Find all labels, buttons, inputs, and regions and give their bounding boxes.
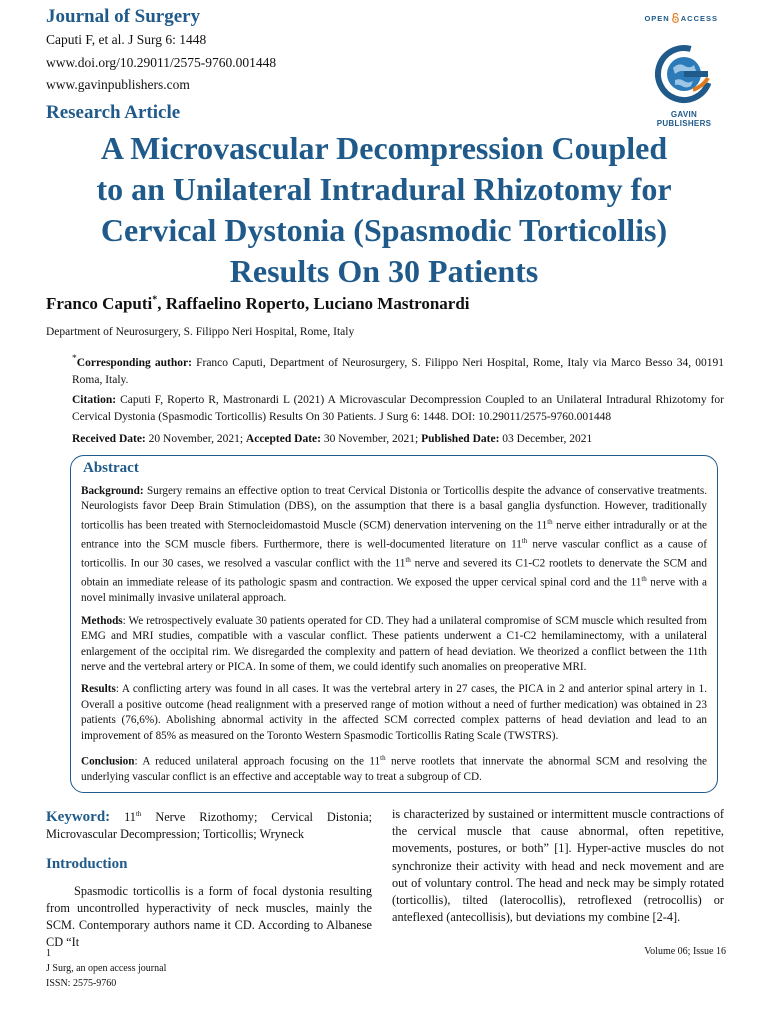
ordinal-suffix: th — [641, 575, 647, 584]
received-date: 20 November, 2021; — [145, 433, 246, 445]
citation-block — [72, 392, 724, 426]
published-date: 03 December, 2021 — [499, 433, 593, 445]
background-text: nerve vascular conflict as a cause of torticollis. In our 30 cases, we resolved a vascular conflict with the 11 — [81, 538, 707, 570]
results-label: Results — [81, 683, 116, 696]
affiliation: Department of Neurosurgery, S. Filippo Neri Hospital, Rome, Italy — [46, 326, 355, 338]
citation-short: Caputi F, et al. J Surg 6: 1448 — [46, 32, 207, 47]
ordinal-suffix: th — [405, 556, 411, 565]
conclusion-text: : A reduced unilateral approach focusing on the 11 — [134, 755, 381, 768]
author-first: Franco Caputi — [46, 294, 153, 313]
publisher-logo — [644, 44, 724, 128]
abstract-methods — [81, 614, 707, 676]
conclusion-text: nerve rootlets that innervate the abnormal SCM and resolving the underlying vascular conflict is an effective and acceptable way to treat a subgroup of CD. — [81, 755, 707, 784]
abstract-conclusion — [81, 751, 707, 786]
ordinal-suffix: th — [521, 536, 528, 545]
corresponding-label: Corresponding author: — [76, 356, 192, 369]
ordinal-suffix: th — [135, 810, 142, 818]
journal-title: Journal of Surgery — [46, 6, 201, 27]
keywords-label: Keyword: — [46, 809, 111, 826]
publisher-name: GAVIN PUBLISHERS — [656, 110, 712, 128]
background-text: nerve either intradurally or at the entrance into the SCM muscle fibers. Furthermore, there is well-documented literature on 11 — [81, 519, 708, 551]
abstract-heading: Abstract — [83, 460, 139, 476]
title-line: to an Unilateral Intradural Rhizotomy for — [96, 171, 672, 207]
title-line: A Microvascular Decompression Coupled — [100, 130, 668, 166]
footer-issn: ISSN: 2575-9760 — [46, 978, 117, 989]
dates-line — [72, 431, 724, 448]
title-line: Cervical Dystonia (Spasmodic Torticollis) — [100, 212, 668, 248]
open-access-post: ACCESS — [680, 13, 718, 23]
footer-left — [46, 946, 166, 991]
body-column-right — [392, 806, 724, 926]
citation-label: Citation: — [72, 394, 117, 406]
keywords-text: 11 — [110, 810, 136, 825]
corresponding-text: Franco Caputi, Department of Neurosurgery, S. Filippo Neri Hospital, Rome, Italy via Marco Besso 34, 00191 Roma, Italy. — [72, 356, 724, 386]
corresponding-mark: * — [152, 294, 158, 306]
abstract-background — [81, 484, 707, 607]
gavin-globe-logo — [653, 44, 715, 104]
corresponding-mark: * — [72, 353, 77, 364]
abstract-results — [81, 682, 707, 744]
citation-text: Caputi F, Roperto R, Mastronardi L (2021) A Microvascular Decompression Coupled to an Unilateral Intradural Rhizotomy for Cervical Dystonia (Spasmodic Torticollis) Results On 30 Patients. J Surg 6: 1448. DOI: 10.29011/2575-9760.001448 — [72, 394, 724, 423]
open-access-badge — [644, 13, 718, 23]
background-text: Surgery remains an effective option to treat Cervical Distonia or Torticollis despite the advance of conservative treatments. Neurologists favor Deep Brain Stimulation (DBS), on the assumption that there is a basal ganglia dysfunction. However, traditionally torticollis has been treated with Sternocleidomastoid Muscle (SCM) denervation intervening on the 11 — [81, 485, 707, 532]
received-label: Received Date: — [72, 433, 146, 445]
corresponding-author — [72, 350, 724, 389]
background-text: nerve with a novel minimally invasive unilateral approach. — [81, 576, 707, 605]
ordinal-suffix: th — [380, 754, 386, 763]
introduction-text-right: is characterized by sustained or intermittent muscle contractions of the cervical muscle that cause abnormal, often repetitive, movements, postures, or both” [1]. Hyper-active muscles do not synchronize their activity with head and neck movement and are out of voluntary control. The head and neck may be simply rotated (torticollis), tilted (laterocollis), retroflexed (retrocollis) or anteflexed (antecollisis), but deviations my combine [2-4]. — [392, 807, 724, 925]
introduction-heading: Introduction — [46, 855, 128, 872]
keywords — [46, 806, 372, 844]
article-type: Research Article — [46, 102, 181, 123]
background-label: Background: — [81, 485, 144, 497]
published-label: Published Date: — [421, 433, 500, 445]
conclusion-label: Conclusion — [81, 755, 135, 768]
website-link[interactable]: www.gavinpublishers.com — [46, 77, 190, 92]
page-number: 1 — [46, 948, 51, 959]
title-line: Results On 30 Patients — [229, 253, 539, 289]
body-column-left — [46, 806, 372, 952]
results-text: : A conflicting artery was found in all cases. It was the vertebral artery in 27 cases, the PICA in 2 and anterior spinal artery in 1. Overall a positive outcome (head realignment with a preserved range of motion without a need of further medication) was obtained in 23 patients (76,6%). Abolishing abnormal activity in the affected SCM corrected complex patterns of head deviation and lead to an improvement of 85% as measured on the Toronto Western Spasmodic Torticollis Rating Scale (TWSTRS). — [81, 683, 707, 742]
footer-journal: J Surg, an open access journal — [46, 963, 167, 974]
accepted-date: 30 November, 2021; — [320, 433, 422, 445]
author-rest: , Raffaelino Roperto, Luciano Mastronardi — [157, 294, 470, 313]
open-access-lock-icon — [671, 13, 680, 23]
methods-text: : We retrospectively evaluate 30 patients operated for CD. They had a unilateral compromise of SCM muscle which resulted from EMG and MRI studies, compatible with a vascular conflict. These patients underwent a C1-C2 hemilaminectomy, with a unilateral enlargement of the occipital rim. We disregarded the complexity and pattern of head deviation. We theorized a conflict between the 11th nerve and the vertebral artery or PICA. In some of them, we could identify such anomalies on preoperative MRI. — [81, 614, 707, 673]
abstract-box — [70, 455, 718, 793]
keywords-text: Nerve Rizothomy; Cervical Distonia; Microvascular Decompression; Torticollis; Wryneck — [46, 810, 372, 842]
ordinal-suffix: th — [547, 517, 553, 526]
footer-volume: Volume 06; Issue 16 — [644, 946, 726, 957]
background-text: nerve and severed its C1-C2 rootlets to denervate the SCM and obtain an immediate release of its pathologic spasm and contraction. We exposed the upper cervical spinal cord and the 11 — [81, 557, 707, 589]
open-access-pre: OPEN — [644, 13, 670, 23]
article-title — [40, 128, 728, 292]
introduction-text-left: Spasmodic torticollis is a form of focal dystonia resulting from uncontrolled hyperactivity of neck muscles, mainly the SCM. Contemporary authors name it CD. According to Albanese CD “It — [46, 883, 372, 950]
accepted-label: Accepted Date: — [245, 433, 321, 445]
doi-link[interactable]: www.doi.org/10.29011/2575-9760.001448 — [46, 55, 277, 70]
methods-label: Methods — [81, 614, 123, 627]
author-list — [46, 294, 470, 314]
